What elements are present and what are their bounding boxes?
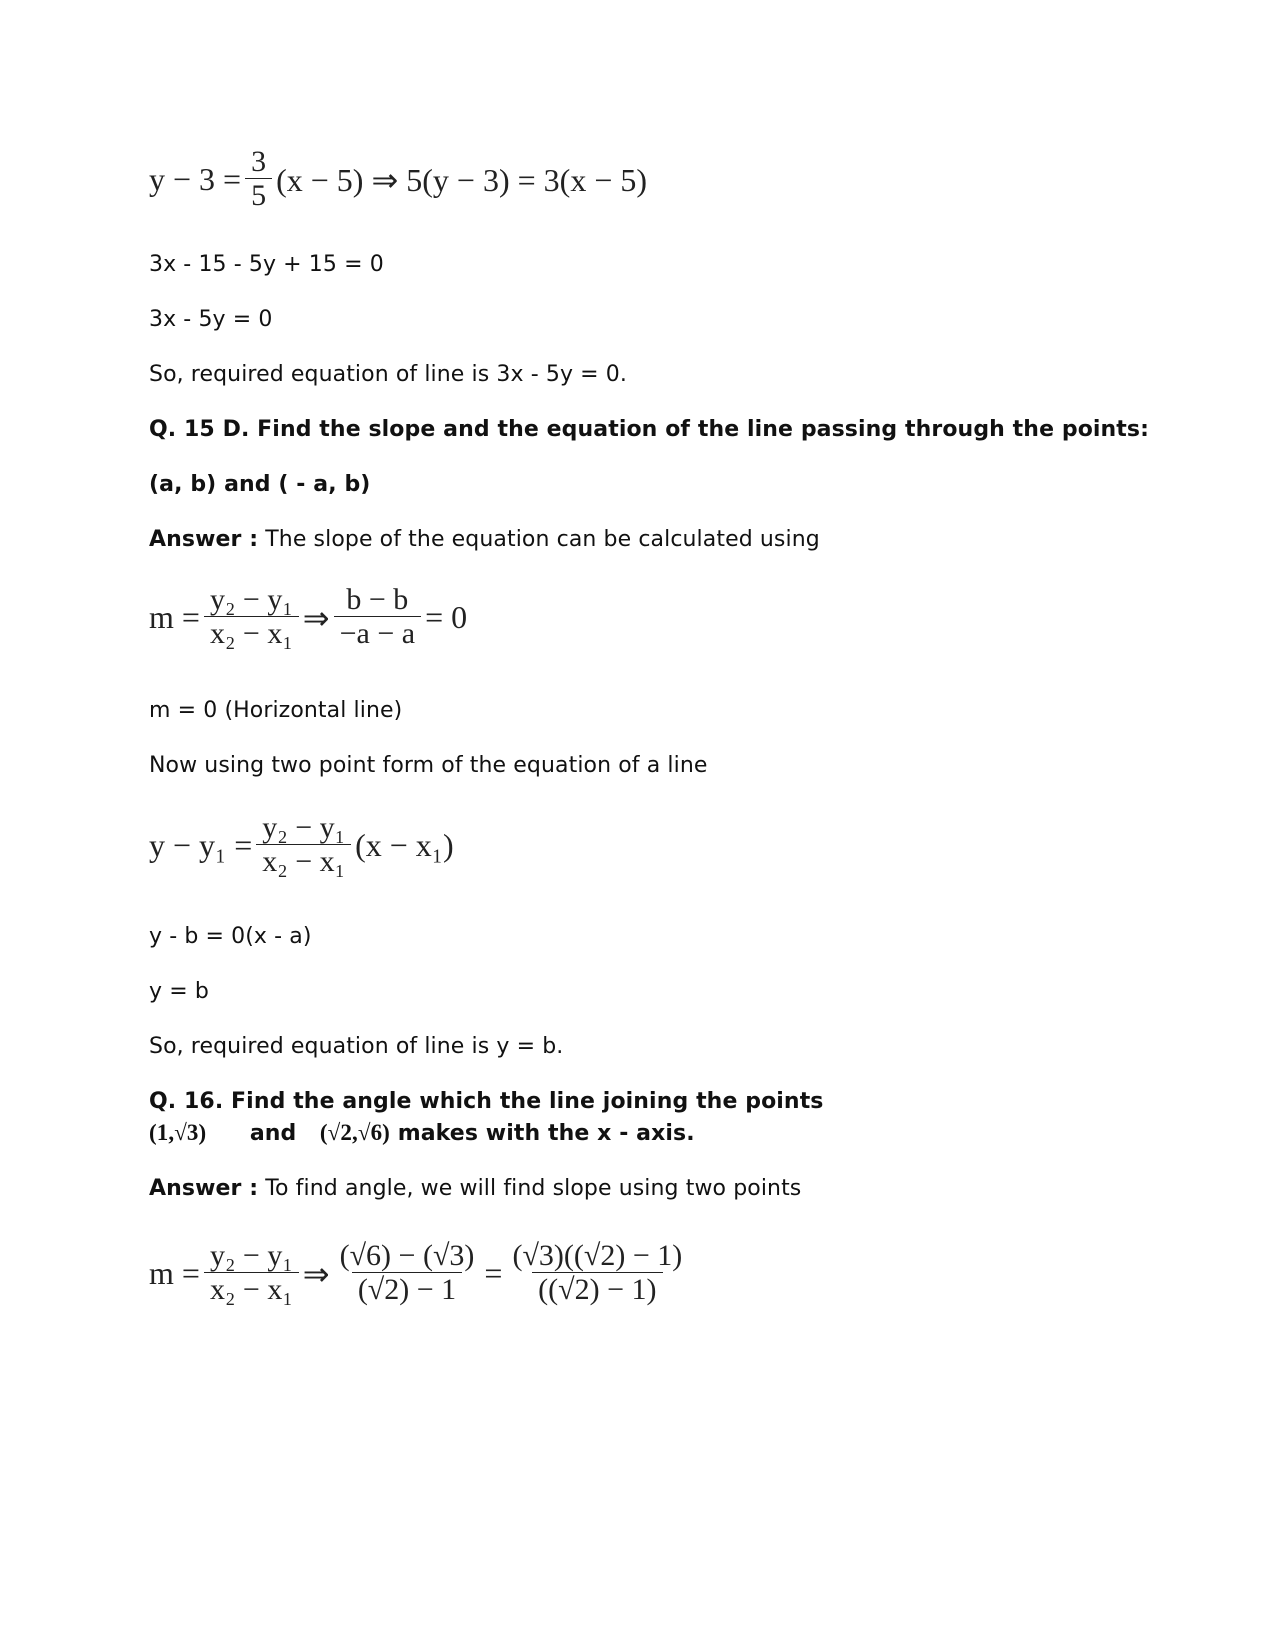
answer-label-2: Answer : xyxy=(149,1176,259,1201)
question-16-tail: makes with the x - axis. xyxy=(389,1121,695,1146)
point-2: (√2,√6) xyxy=(319,1120,390,1145)
eq3-fraction xyxy=(256,812,351,879)
eq1-fraction xyxy=(245,146,272,213)
eq4-num3: (√3)((√2) − 1) xyxy=(512,1239,683,1272)
two-point-form-intro: Now using two point form of the equation of a line xyxy=(149,753,708,778)
eq2-num1: y₂ − y₁ xyxy=(209,583,293,616)
eq3-rhs: (x − x₁) xyxy=(355,827,454,863)
eq4-fraction-general xyxy=(204,1240,299,1307)
point-1: (1,√3) xyxy=(149,1120,207,1145)
eq3-num: y₂ − y₁ xyxy=(262,811,346,844)
eq4-fraction-rationalized xyxy=(506,1240,688,1307)
question-16-points xyxy=(149,1120,695,1146)
eq4-den2: (√2) − 1 xyxy=(352,1272,462,1308)
eq1-numerator: 3 xyxy=(251,145,267,178)
eq3-lhs: y − y₁ = xyxy=(149,827,253,863)
conclusion-2: So, required equation of line is y = b. xyxy=(149,1034,564,1059)
equation-two-point-form xyxy=(149,812,454,879)
eq4-equals: = xyxy=(484,1255,503,1291)
eq4-den1: x₂ − x₁ xyxy=(204,1272,299,1308)
line-simplified: 3x - 5y = 0 xyxy=(149,307,273,332)
question-15d: Q. 15 D. Find the slope and the equation of the line passing through the points: xyxy=(149,417,1150,442)
eq2-den2: −a − a xyxy=(334,616,421,652)
eq4-den3: ((√2) − 1) xyxy=(532,1272,662,1308)
eq2-rhs: = 0 xyxy=(425,599,468,635)
equation-slope-16 xyxy=(149,1240,692,1307)
result-line: y = b xyxy=(149,979,209,1004)
answer-16-text: To find angle, we will find slope using two points xyxy=(258,1176,802,1201)
substitution-line: y - b = 0(x - a) xyxy=(149,924,312,949)
eq4-num2: (√6) − (√3) xyxy=(339,1239,475,1272)
equation-point-slope-1 xyxy=(149,146,647,213)
eq3-den: x₂ − x₁ xyxy=(256,844,351,880)
equation-slope-15d xyxy=(149,584,467,651)
eq2-num2: b − b xyxy=(346,583,409,616)
conclusion-1: So, required equation of line is 3x - 5y = 0. xyxy=(149,362,627,387)
answer-15d xyxy=(149,527,820,552)
eq2-fraction-general xyxy=(204,584,299,651)
answer-16 xyxy=(149,1176,801,1201)
question-16: Q. 16. Find the angle which the line joining the points xyxy=(149,1089,824,1114)
eq4-lhs: m = xyxy=(149,1255,200,1291)
eq1-denominator: 5 xyxy=(245,178,272,214)
eq2-den1: x₂ − x₁ xyxy=(204,616,299,652)
line-expanded: 3x - 15 - 5y + 15 = 0 xyxy=(149,252,384,277)
eq4-num1: y₂ − y₁ xyxy=(209,1239,293,1272)
eq2-lhs: m = xyxy=(149,599,200,635)
answer-15d-text: The slope of the equation can be calculated using xyxy=(258,527,820,552)
eq2-arrow: ⇒ xyxy=(302,599,330,636)
slope-result: m = 0 (Horizontal line) xyxy=(149,698,403,723)
eq4-fraction-values xyxy=(334,1240,481,1307)
eq2-fraction-values xyxy=(334,584,421,651)
eq1-rhs: (x − 5) ⇒ 5(y − 3) = 3(x − 5) xyxy=(276,161,648,198)
question-15d-points: (a, b) and ( - a, b) xyxy=(149,472,371,497)
and-word: and xyxy=(249,1121,297,1146)
eq1-lhs: y − 3 = xyxy=(149,161,242,197)
eq4-arrow: ⇒ xyxy=(302,1255,330,1292)
answer-label: Answer : xyxy=(149,527,259,552)
